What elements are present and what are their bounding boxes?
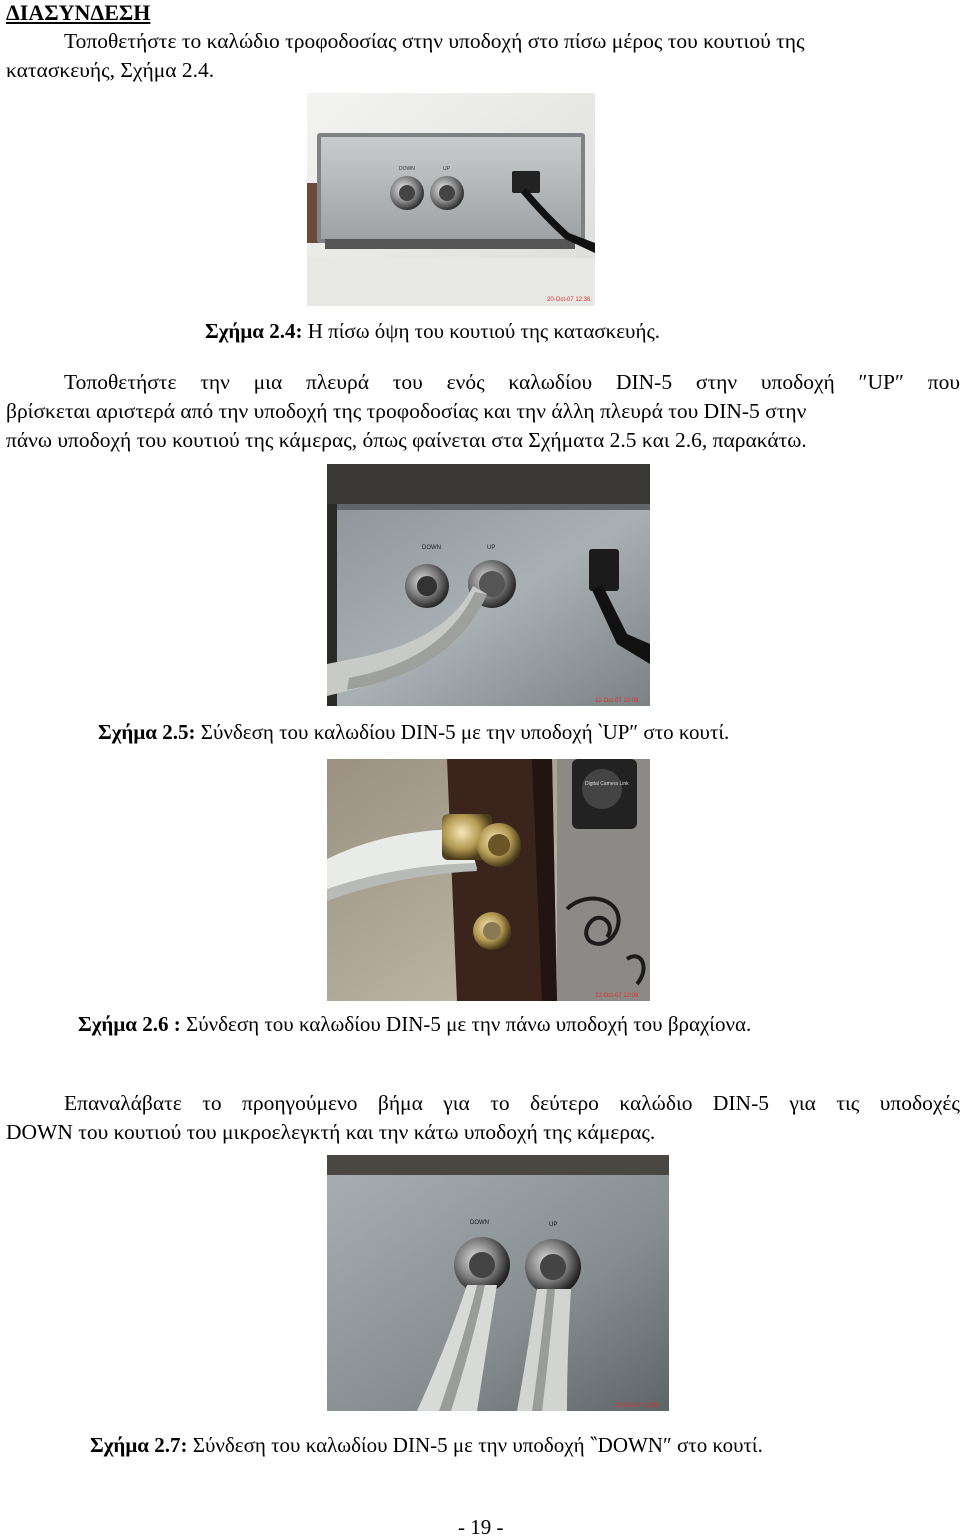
word: το	[202, 1091, 222, 1115]
section-heading: ΔΙΑΣΥΝΔΕΣΗ	[6, 0, 151, 25]
photo-label-up: UP	[549, 1222, 558, 1228]
repeat-line-1	[6, 1089, 960, 1118]
word: DIN-5	[615, 370, 673, 394]
caption-label: Σχήμα 2.6 :	[78, 1012, 181, 1036]
figure-2-6-caption	[78, 1011, 751, 1037]
photo-timestamp: 22-Oct-07 12:09	[595, 993, 639, 999]
word: για	[443, 1091, 470, 1115]
word: καλώδιο	[619, 1091, 693, 1115]
figure-2-4-caption	[205, 318, 660, 344]
word: τις	[836, 1091, 860, 1115]
word: DIN-5	[712, 1091, 769, 1115]
word: δεύτερο	[529, 1091, 599, 1115]
word: υποδοχή	[760, 370, 835, 394]
photo-label-up: UP	[487, 545, 496, 551]
figure-2-7-caption	[90, 1432, 763, 1458]
connect-line-1	[6, 368, 960, 397]
word: για	[789, 1091, 816, 1115]
word: που	[927, 370, 960, 394]
caption-text: Σύνδεση του καλωδίου DIN-5 με την υποδοχή ‵UP″ στο κουτί.	[195, 720, 730, 744]
word: ″UP″	[858, 370, 904, 394]
word: το	[490, 1091, 510, 1115]
word: μια	[253, 370, 283, 394]
photo-timestamp: 22-Oct-07 12:08	[615, 1403, 659, 1409]
photo-label-down: DOWN	[470, 1220, 489, 1226]
photo-label-down: DOWN	[422, 545, 441, 551]
word: Επαναλάβατε	[64, 1091, 182, 1115]
word: του	[392, 370, 423, 394]
caption-text: Σύνδεση του καλωδίου DIN-5 με την υποδοχή ‶DOWN″ στο κουτί.	[187, 1433, 763, 1457]
word: πλευρά	[306, 370, 369, 394]
word: ενός	[446, 370, 485, 394]
repeat-line-2: DOWN του κουτιού του μικροελεγκτή και την κάτω υποδοχή της κάμερας.	[6, 1120, 656, 1144]
repeat-paragraph	[6, 1089, 960, 1147]
page-number: - 19 -	[458, 1515, 504, 1539]
intro-line-2: κατασκευής, Σχήμα 2.4.	[6, 58, 215, 82]
photo-timestamp: 20-Oct-07 12:36	[547, 297, 591, 303]
connect-paragraph	[6, 368, 960, 455]
figure-2-5-photo	[327, 464, 650, 706]
connect-line-3: πάνω υποδοχή του κουτιού της κάμερας, όπως φαίνεται στα Σχήματα 2.5 και 2.6, παρακάτω.	[6, 428, 807, 452]
caption-text: Σύνδεση του καλωδίου DIN-5 με την πάνω υποδοχή του βραχίονα.	[180, 1012, 752, 1036]
figure-2-7-photo	[327, 1155, 669, 1411]
word: προηγούμενο	[241, 1091, 358, 1115]
caption-text: Η πίσω όψη του κουτιού της κατασκευής.	[302, 319, 661, 343]
photo-label-device: Digital Camera Link	[585, 781, 629, 787]
figure-2-5-caption	[98, 719, 729, 745]
word: στην	[695, 370, 738, 394]
word: Τοποθετήστε	[64, 370, 177, 394]
caption-label: Σχήμα 2.4:	[205, 319, 303, 343]
figure-2-6-photo	[327, 759, 650, 1001]
photo-label-up: UP	[443, 166, 450, 172]
connect-line-2: βρίσκεται αριστερά από την υποδοχή της τροφοδοσίας και την άλλη πλευρά του DIN-5 στην	[6, 399, 807, 423]
word: βήμα	[377, 1091, 423, 1115]
word: καλωδίου	[508, 370, 593, 394]
intro-paragraph	[6, 27, 956, 85]
word: την	[200, 370, 230, 394]
word: υποδοχές	[879, 1091, 960, 1115]
photo-timestamp: 22-Oct-07 12:08	[595, 698, 639, 704]
figure-2-4-photo	[307, 93, 595, 306]
caption-label: Σχήμα 2.5:	[98, 720, 196, 744]
caption-label: Σχήμα 2.7:	[90, 1433, 188, 1457]
photo-label-down: DOWN	[399, 166, 415, 172]
intro-line-1: Τοποθετήστε το καλώδιο τροφοδοσίας στην υποδοχή στο πίσω μέρος του κουτιού της	[64, 29, 805, 53]
